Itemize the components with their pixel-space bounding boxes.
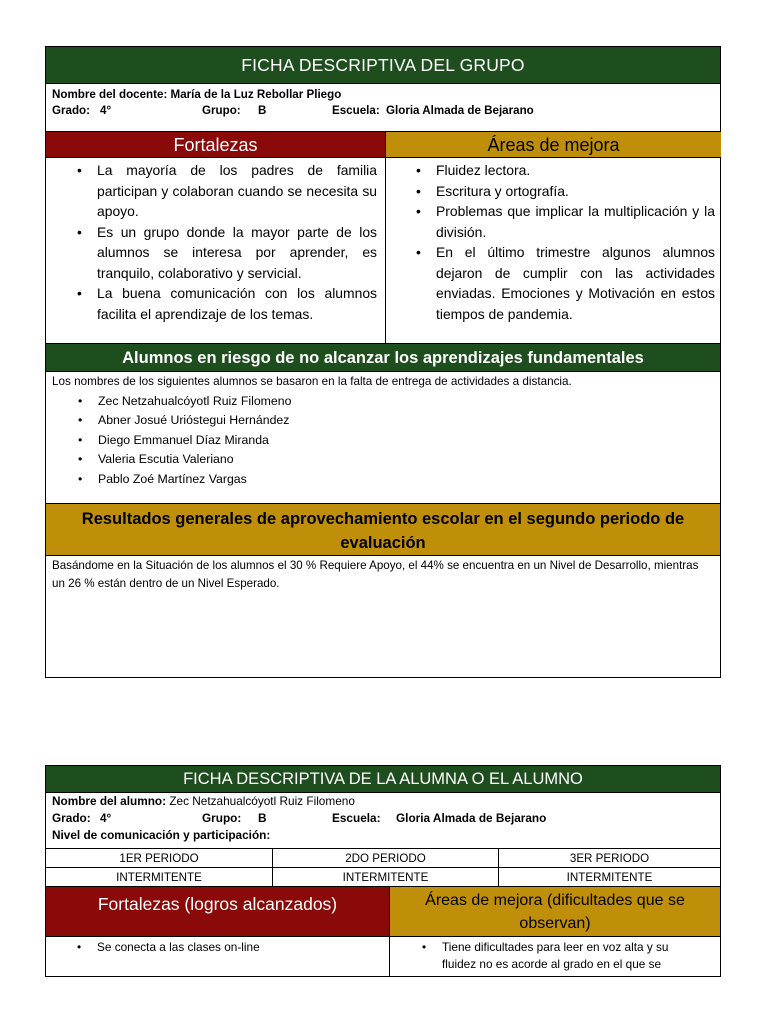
student-lists-row <box>46 936 720 976</box>
periods-table <box>46 848 720 886</box>
student-grade-label: Grado: <box>52 811 91 825</box>
student-school-value: Gloria Almada de Bejarano <box>396 811 547 825</box>
group-sheet-title: FICHA DESCRIPTIVA DEL GRUPO <box>46 47 720 83</box>
period-1-value: INTERMITENTE <box>46 867 272 886</box>
risk-student-item: • Pablo Zoé Martínez Vargas <box>98 470 720 489</box>
student-strengths-list <box>97 939 383 956</box>
group-info-block <box>46 83 720 125</box>
student-strengths-header: Fortalezas (logros alcanzados) <box>46 887 389 936</box>
student-strength-item: • Se conecta a las clases on-line <box>97 939 383 956</box>
results-text: Basándome en la Situación de los alumnos el 30 % Requiere Apoyo, el 44% se encuentra en un Nivel de Desarrollo, mientras un 26 % están dentro de un Nivel Esperado. <box>46 555 720 677</box>
group-headers-row <box>46 131 720 157</box>
teacher-label: Nombre del docente: <box>52 88 168 101</box>
risk-intro: Los nombres de los siguientes alumnos se basaron en la falta de entrega de actividades a distancia. <box>52 375 572 388</box>
group-label: Grupo: <box>202 104 241 117</box>
period-2-header: 2DO PERIODO <box>272 848 498 867</box>
improvements-list <box>436 160 715 324</box>
strengths-list-cell <box>46 158 385 343</box>
student-label: Nombre del alumno: <box>52 794 167 808</box>
strength-item: • La mayoría de los padres de familia participan y colaboran cuando se necesita su apoyo. <box>97 160 377 222</box>
student-improvement-header: Áreas de mejora (dificultades que se observan) <box>389 887 720 936</box>
grade-value: 4° <box>100 104 112 117</box>
risk-student-item: • Zec Netzahualcóyotl Ruiz Filomeno <box>98 392 720 411</box>
student-improvements-cell <box>389 937 720 976</box>
period-2-value: INTERMITENTE <box>272 867 498 886</box>
student-info-block <box>46 792 720 848</box>
risk-student-item: • Valeria Escutia Valeriano <box>98 450 720 469</box>
risk-section <box>46 371 720 503</box>
risk-student-item: • Diego Emmanuel Díaz Miranda <box>98 431 720 450</box>
improvement-item: • Escritura y ortografía. <box>436 181 715 202</box>
strengths-list <box>97 160 377 324</box>
improvement-item: • Problemas que implicar la multiplicación y la división. <box>436 201 715 242</box>
risk-header: Alumnos en riesgo de no alcanzar los aprendizajes fundamentales <box>46 343 720 371</box>
strengths-header: Fortalezas <box>46 132 385 157</box>
school-label: Escuela: <box>332 104 380 117</box>
group-lists-row <box>46 157 720 343</box>
period-3-value: INTERMITENTE <box>498 867 720 886</box>
student-name: Zec Netzahualcóyotl Ruiz Filomeno <box>169 794 355 808</box>
strength-item: • Es un grupo donde la mayor parte de los alumnos se interesa por aprender, es tranquilo, colaborativo y servicial. <box>97 222 377 284</box>
school-value: Gloria Almada de Bejarano <box>386 104 534 117</box>
teacher-name: María de la Luz Rebollar Pliego <box>170 88 342 101</box>
student-group-value: B <box>258 811 267 825</box>
student-sheet-table <box>45 765 721 977</box>
group-value: B <box>258 104 267 117</box>
grade-label: Grado: <box>52 104 91 117</box>
student-strengths-cell <box>46 937 389 976</box>
student-sheet-title: FICHA DESCRIPTIVA DE LA ALUMNA O EL ALUMNO <box>46 766 720 792</box>
period-1-header: 1ER PERIODO <box>46 848 272 867</box>
student-school-label: Escuela: <box>332 811 381 825</box>
strength-item: • La buena comunicación con los alumnos facilita el aprendizaje de los temas. <box>97 283 377 324</box>
improvement-item: • En el último trimestre algunos alumnos dejaron de cumplir con las actividades enviadas. Emociones y Motivación en estos tiempos de pandemia. <box>436 242 715 324</box>
communication-label: Nivel de comunicación y participación: <box>52 828 271 842</box>
group-sheet-table <box>45 46 721 678</box>
student-group-label: Grupo: <box>202 811 242 825</box>
student-improvements-list <box>442 939 690 973</box>
student-improvement-item: • Tiene dificultades para leer en voz alta y su fluidez no es acorde al grado en el que se <box>442 939 690 973</box>
improvement-header: Áreas de mejora <box>385 132 721 157</box>
student-headers-row <box>46 886 720 936</box>
risk-students-list <box>52 392 720 489</box>
risk-student-item: • Abner Josué Urióstegui Hernández <box>98 411 720 430</box>
period-3-header: 3ER PERIODO <box>498 848 720 867</box>
student-grade-value: 4° <box>100 811 112 825</box>
improvements-list-cell <box>385 158 721 343</box>
results-header: Resultados generales de aprovechamiento escolar en el segundo periodo de evaluación <box>46 503 720 555</box>
improvement-item: • Fluidez lectora. <box>436 160 715 181</box>
